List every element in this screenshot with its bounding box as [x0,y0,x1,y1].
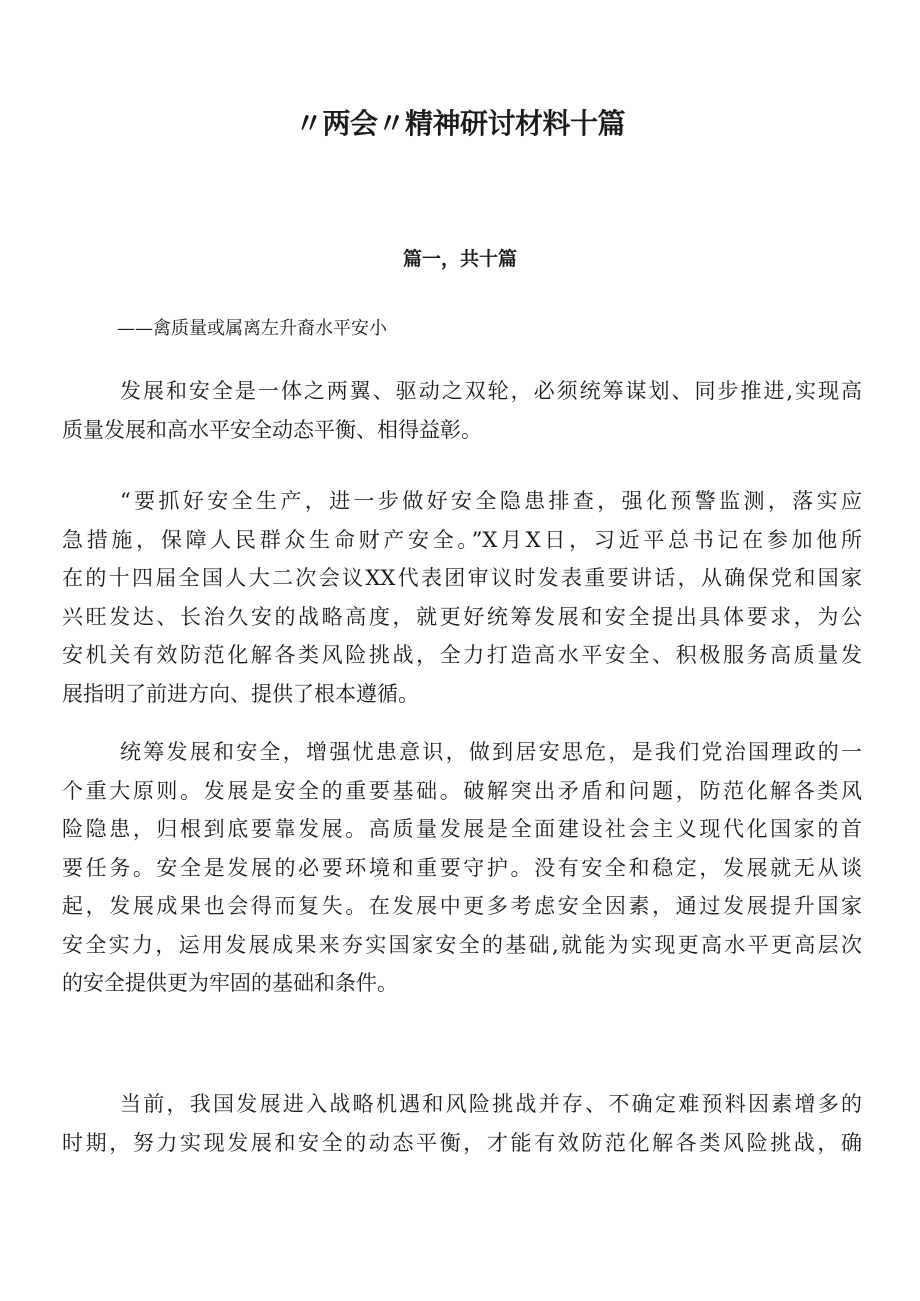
text-line: 展指明了前进方向、提供了根本遵循。 [62,681,419,706]
body-paragraph [62,482,862,713]
section-subtitle: ——禽质量或属离左升裔水平安小 [117,318,387,339]
text-line: 急措施，保障人民群众生命财产安全。”X月X日，习近平总书记在参加他所 [62,527,862,552]
text-line: 安全实力，运用发展成果来夯实国家安全的基础,就能为实现更高水平更高层次 [62,932,862,957]
body-paragraph [62,1085,862,1162]
text-line: 要任务。安全是发展的必要环境和重要守护。没有安全和稳定，发展就无从谈 [62,855,862,880]
text-line: 在的十四届全国人大二次会议XX代表团审议时发表重要讲话，从确保党和国家 [62,566,862,590]
text-line: 质量发展和高水平安全动态平衡、相得益彰。 [62,417,482,442]
text-line: 的安全提供更为牢固的基础和条件。 [62,971,398,995]
text-line: 时期，努力实现发展和安全的动态平衡，才能有效防范化解各类风险挑战，确 [62,1130,862,1155]
text-line: 险隐患，归根到底要靠发展。高质量发展是全面建设社会主义现代化国家的首 [62,817,862,841]
text-line: 统筹发展和安全，增强忧患意识，做到居安思危，是我们党治国理政的一 [120,740,862,764]
document-title: 〃两会〃精神研讨材料十篇 [294,107,625,140]
text-line: 当前，我国发展进入战略机遇和风险挑战并存、不确定难预料因素增多的 [120,1092,862,1116]
text-line: 安机关有效防范化解各类风险挑战，全力打造高水平安全、积极服务高质量发 [62,643,862,667]
body-paragraph [62,372,862,449]
text-line: 兴旺发达、长治久安的战略高度，就更好统筹发展和安全提出具体要求，为公 [62,604,862,629]
text-line: “要抓好安全生产，进一步做好安全隐患排查，强化预警监测，落实应 [120,489,862,513]
section-heading: 篇一，共十篇 [402,248,517,270]
text-line: 发展和安全是一体之两翼、驱动之双轮，必须统筹谋划、同步推进,实现高 [120,379,862,403]
text-line: 个重大原则。发展是安全的重要基础。破解突出矛盾和问题，防范化解各类风 [62,778,862,803]
text-line: 起，发展成果也会得而复失。在发展中更多考虑安全因素，通过发展提升国家 [62,894,862,918]
body-paragraph [62,733,862,1003]
